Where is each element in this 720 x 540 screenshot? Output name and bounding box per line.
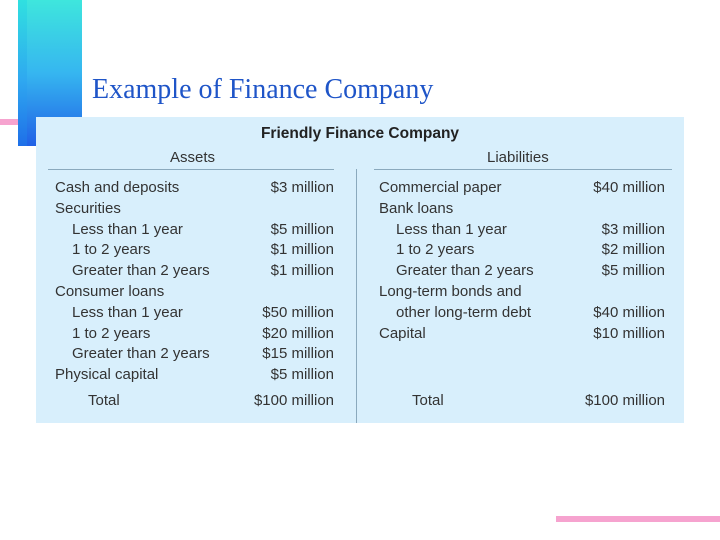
row-value: $40 million — [593, 303, 665, 321]
row-value: $5 million — [270, 366, 334, 384]
row-label: Securities — [55, 199, 121, 217]
assets-total-row — [88, 391, 334, 411]
row-label: Physical capital — [55, 366, 159, 384]
decorative-bar-left — [18, 0, 27, 146]
row-label: Long-term bonds and — [379, 283, 522, 300]
table-row — [396, 261, 665, 281]
table-row — [72, 220, 334, 240]
row-value: $5 million — [270, 220, 334, 238]
row-label: Consumer loans — [55, 283, 165, 300]
row-value: $40 million — [593, 179, 665, 196]
table-row — [396, 240, 665, 260]
row-label: Less than 1 year — [396, 220, 507, 238]
row-value: $50 million — [262, 303, 334, 321]
table-row — [379, 282, 665, 302]
table-row — [72, 324, 334, 344]
table-row — [55, 282, 334, 302]
row-label: Greater than 2 years — [396, 262, 534, 280]
table-row — [379, 199, 665, 219]
liabilities-total-label: Total — [412, 392, 444, 409]
row-label: Capital — [379, 324, 426, 342]
table-row — [72, 240, 334, 260]
table-row — [55, 365, 334, 385]
column-divider — [356, 169, 357, 423]
table-row — [379, 324, 665, 344]
row-label: 1 to 2 years — [72, 241, 151, 259]
row-label: Cash and deposits — [55, 179, 180, 196]
row-label: Bank loans — [379, 199, 454, 217]
decorative-pink-line-left — [0, 119, 18, 125]
liabilities-total-value: $100 million — [584, 392, 665, 409]
row-label: other long-term debt — [396, 303, 532, 321]
table-row — [55, 178, 334, 198]
row-value: $15 million — [262, 345, 334, 363]
table-row — [396, 220, 665, 240]
liabilities-total-row — [412, 391, 665, 411]
row-label: 1 to 2 years — [396, 241, 475, 259]
row-value: $1 million — [270, 241, 334, 259]
table-row — [396, 303, 665, 323]
row-label: Commercial paper — [379, 179, 502, 196]
row-value: $5 million — [601, 262, 665, 280]
assets-header-rule — [48, 169, 334, 170]
row-label: Less than 1 year — [72, 220, 183, 238]
table-row — [72, 261, 334, 281]
table-row — [72, 344, 334, 364]
assets-total-value: $100 million — [253, 392, 334, 409]
row-value: $2 million — [601, 241, 665, 259]
table-row — [379, 178, 665, 198]
row-label: Greater than 2 years — [72, 345, 210, 363]
row-label: 1 to 2 years — [72, 324, 151, 342]
table-row — [72, 303, 334, 323]
liabilities-header-rule — [374, 169, 672, 170]
slide-title: Example of Finance Company — [92, 74, 434, 105]
liabilities-header: Liabilities — [487, 149, 549, 166]
assets-total-label: Total — [88, 392, 120, 409]
row-value: $3 million — [601, 220, 665, 238]
row-value: $1 million — [270, 262, 334, 280]
row-label: Greater than 2 years — [72, 262, 210, 280]
row-value: $3 million — [270, 179, 334, 196]
table-title: Friendly Finance Company — [260, 125, 460, 142]
row-value: $10 million — [593, 324, 665, 342]
balance-sheet-table — [36, 117, 684, 423]
row-value: $20 million — [262, 324, 334, 342]
row-label: Less than 1 year — [72, 303, 183, 321]
table-row — [55, 199, 334, 219]
decorative-pink-line-right — [556, 516, 720, 522]
assets-header: Assets — [170, 149, 216, 166]
